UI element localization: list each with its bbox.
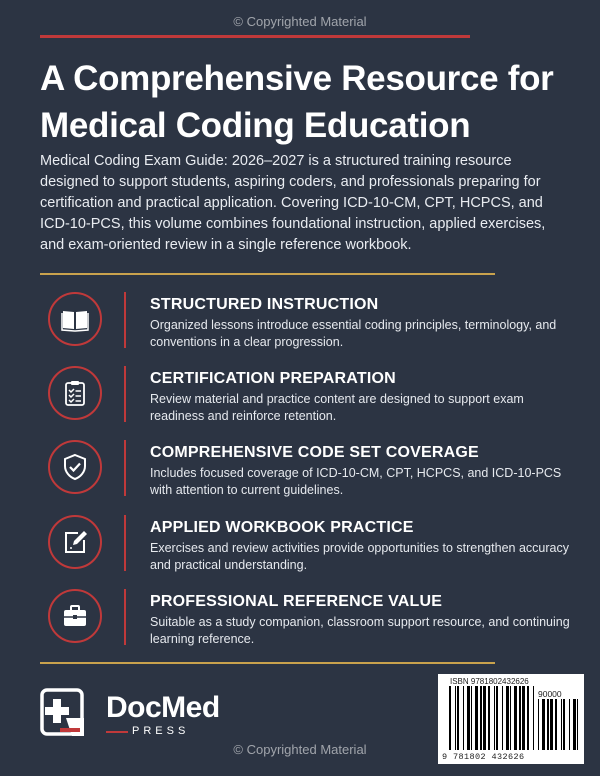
feature-structured-instruction xyxy=(48,292,568,354)
barcode-bar xyxy=(488,686,490,750)
divider-bottom xyxy=(40,662,495,664)
barcode-bar xyxy=(522,686,525,750)
feature-description: Suitable as a study companion, classroom support resource, and continuing learning reference. xyxy=(150,615,570,646)
barcode-bar xyxy=(471,686,472,750)
barcode-bar xyxy=(455,686,456,750)
feature-badge xyxy=(48,292,102,346)
medical-book-cross-icon xyxy=(40,688,92,740)
feature-certification-preparation xyxy=(48,366,568,428)
barcode-digits: 9 781802 432626 xyxy=(442,752,525,762)
barcode-bar xyxy=(457,686,459,750)
barcode-bar xyxy=(463,686,464,750)
feature-code-set-coverage xyxy=(48,440,568,502)
book-icon xyxy=(60,304,90,334)
headline-line-1: A Comprehensive Resource for xyxy=(40,59,554,98)
divider-top xyxy=(40,273,495,275)
feature-professional-reference-value xyxy=(48,589,568,651)
feature-title: COMPREHENSIVE CODE SET COVERAGE xyxy=(150,444,479,461)
feature-applied-workbook-practice xyxy=(48,515,568,577)
publisher-name: DocMed xyxy=(106,691,220,724)
intro-paragraph: Medical Coding Exam Guide: 2026–2027 is a structured training resource designed to support students, aspiring coders, and professionals preparing for certification and practical application. Covering ICD-10-CM, CPT, HCPCS, and ICD-10-PCS, this volume combines foundational instruction, applied exercises, and exam-oriented review in a single reference workbook. xyxy=(40,153,546,253)
feature-title: CERTIFICATION PREPARATION xyxy=(150,370,396,387)
barcode-bar xyxy=(483,686,486,750)
barcode-bar xyxy=(533,686,534,750)
barcode-bar xyxy=(480,686,482,750)
feature-title: PROFESSIONAL REFERENCE VALUE xyxy=(150,593,443,610)
watermark-top: © Copyrighted Material xyxy=(233,14,367,29)
feature-divider xyxy=(124,440,126,496)
watermark-bottom: © Copyrighted Material xyxy=(233,742,367,757)
barcode-bar xyxy=(506,686,509,750)
feature-divider xyxy=(124,292,126,348)
barcode-bar xyxy=(527,686,529,750)
barcode-bars xyxy=(448,686,534,750)
feature-divider xyxy=(124,366,126,422)
barcode-bar xyxy=(519,686,521,750)
feature-description: Exercises and review activities provide opportunities to strengthen accuracy and practical understanding. xyxy=(150,541,569,572)
price-code: 90000 xyxy=(538,689,562,699)
barcode-bar xyxy=(502,686,503,750)
barcode-bar xyxy=(475,686,478,750)
feature-badge xyxy=(48,589,102,643)
barcode-bar xyxy=(449,686,451,750)
feature-description: Organized lessons introduce essential coding principles, terminology, and conventions in a clear progression. xyxy=(150,318,557,349)
barcode-bar xyxy=(494,686,495,750)
feature-badge xyxy=(48,440,102,494)
headline-line-2: Medical Coding Education xyxy=(40,106,471,145)
feature-title: STRUCTURED INSTRUCTION xyxy=(150,296,379,313)
headline xyxy=(40,55,580,149)
feature-badge xyxy=(48,366,102,420)
feature-divider xyxy=(124,515,126,571)
feature-description: Review material and practice content are designed to support exam readiness and reinforce retention. xyxy=(150,392,524,423)
clipboard-checklist-icon xyxy=(60,378,90,408)
barcode-bar xyxy=(467,686,470,750)
briefcase-icon xyxy=(60,601,90,631)
top-red-rule xyxy=(40,35,470,38)
barcode-bar xyxy=(510,686,511,750)
feature-divider xyxy=(124,589,126,645)
barcode-bar xyxy=(496,686,498,750)
edit-pencil-icon xyxy=(60,527,90,557)
barcode-bar xyxy=(514,686,517,750)
isbn-label: ISBN 9781802432626 xyxy=(450,677,529,686)
feature-description: Includes focused coverage of ICD-10-CM, CPT, HCPCS, and ICD-10-PCS with attention to current guidelines. xyxy=(150,466,562,497)
shield-check-icon xyxy=(60,452,90,482)
feature-badge xyxy=(48,515,102,569)
feature-title: APPLIED WORKBOOK PRACTICE xyxy=(150,519,414,536)
publisher-imprint: PRESS xyxy=(132,725,190,737)
publisher-logo xyxy=(40,688,280,740)
publisher-accent-line xyxy=(106,731,128,733)
